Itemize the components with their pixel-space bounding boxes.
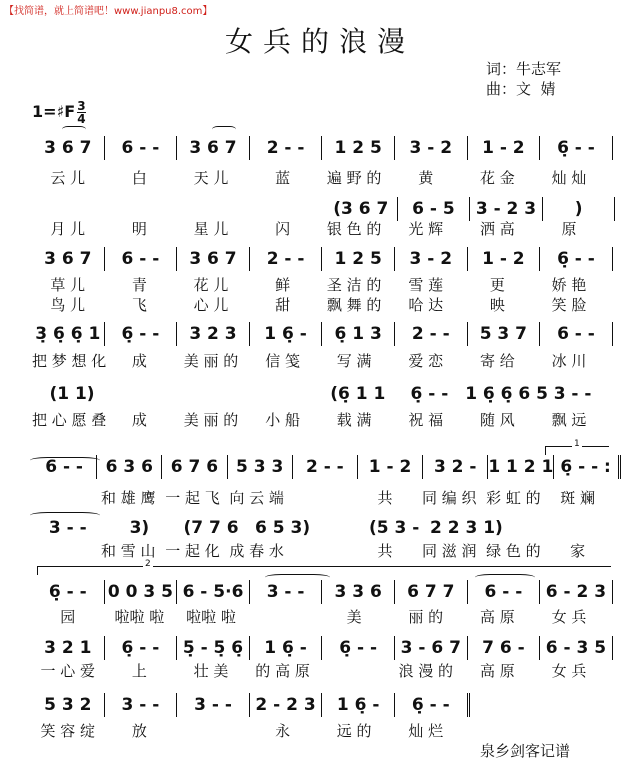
transcriber-credit: 泉乡剑客记谱 [480,742,571,760]
lyric-segment: 和 雪 山 [101,541,156,560]
measure: 3 - 2 3 [470,197,543,221]
composer: 曲：文 婧 [486,80,556,98]
measure: 3 6 7 [32,247,105,271]
measure: 1 2 5 [322,136,395,160]
lyric-segment: 花 金 [479,168,515,187]
measure: (3 6 7 [325,197,398,221]
lyric-segment: 同 编 织 [421,488,477,507]
measure: 1 6̣ 6̣ 6 5 [465,384,549,404]
lyric-segment: 蓝 [275,168,291,187]
measure: 6̣ - - [410,384,449,404]
lyric-segment: 天 儿 [193,168,229,187]
lyric-segment: 一 起 飞 [165,488,220,507]
site-watermark: 【找简谱，就上简谱吧！www.jianpu8.com】 [4,6,213,17]
lyric-segment: 上 [131,661,147,680]
notation-row [32,693,470,717]
measure: 5 3 3 [228,455,293,479]
lyric-segment: 载 满 [336,410,372,429]
lyric-segment: 原 [561,219,577,238]
lyrics-row [32,350,605,370]
lyric-segment: 家 [570,541,586,560]
lyric-segment: 雪 莲 [408,275,444,294]
volta-2-label: 2 [145,559,151,569]
measure: 1 6̣ - [250,636,323,660]
measure: 3 6 7 [177,247,250,271]
lyrics-row [32,274,605,294]
lyric-segment: 把 梦 想 化 [32,351,107,370]
measure: 3 6 7 [32,136,105,160]
measure: 2 - - [293,455,358,479]
lyric-segment: 啦啦 啦 [186,607,236,626]
lyric-segment: 永 [275,721,291,740]
lyric-segment: 小 船 [265,410,300,429]
lyric-segment: 娇 艳 [551,275,587,294]
measure: 6̣ - - : [554,455,621,479]
measure: 1 - 2 [468,247,541,271]
lyrics-row [32,540,610,560]
measure: 2 - - [250,247,323,271]
measure: 1 - 2 [468,136,541,160]
lyric-segment [32,487,96,507]
measure: 6 - 5 [398,197,471,221]
tie [212,126,236,133]
lyric-segment: 斑 斓 [560,488,595,507]
lyric-segment: 和 雄 鹰 [101,488,156,507]
tie [265,574,330,581]
measure [318,516,358,540]
lyric-segment: 祝 福 [408,410,444,429]
lyric-segment: 女 兵 [551,661,587,680]
measure: 0 0 3 5 [105,580,178,604]
lyric-segment: 壮 美 [193,661,229,680]
lyric-segment: 闪 [275,219,291,238]
measure: 3 2 1 [32,636,105,660]
measure: ) [543,197,616,221]
lyric-segment: 灿 烂 [408,721,444,740]
lyric-segment: 啦啦 啦 [114,607,165,626]
measure: 6 - 5·6 [177,580,250,604]
lyric-segment: 成 [131,351,147,370]
lyric-segment: 成 [131,410,147,429]
lyric-segment: 映 [489,295,505,314]
measure: 5 3 2 [32,693,105,717]
lyric-segment: 冰 川 [551,351,587,370]
measure: 6 5 3) [255,518,311,538]
lyrics-row [32,487,610,507]
time-signature [77,100,85,125]
time-sig-denominator: 4 [77,112,86,126]
lyric-segment [318,660,390,680]
lyric-segment: 一 心 爱 [40,661,96,680]
lyric-segment: 的 高 原 [255,661,310,680]
measure: (6̣ 1 1 [330,384,386,404]
measure: 3̣ 6̣ 6̣ 1 [32,322,105,346]
measure: 6 7 6 [162,455,227,479]
lyric-segment [175,720,247,740]
notation-row [32,636,613,660]
measure: 3 - - [48,518,87,538]
measure: 2 - - [250,136,323,160]
measure: 3 - - [553,384,592,404]
lyric-segment: 高 原 [479,607,515,626]
measure: 6 - 3 5 [540,636,613,660]
lyric-segment: 共 [377,541,393,560]
measure: 6 - - [540,322,613,346]
lyric-segment: 写 满 [336,351,372,370]
key-signature [32,100,86,125]
measure: 3 - 6 7 [395,636,468,660]
lyric-segment: 绿 色 的 [486,541,541,560]
lyric-segment: 遍 野 的 [326,168,382,187]
tie [62,126,86,133]
lyrics-row [32,409,605,429]
lyric-segment: 星 儿 [193,219,229,238]
lyric-segment [32,540,96,560]
notation-row [32,382,608,406]
lyric-segment: 美 [346,607,362,626]
measure: 3 - - [250,580,323,604]
lyric-segment: 爱 恋 [408,351,444,370]
lyric-segment: 鸟 儿 [50,295,86,314]
notation-row [32,455,621,479]
lyric-segment: 女 兵 [551,607,587,626]
lyric-segment: 飘 远 [551,410,587,429]
key-label: 1=♯F [32,102,76,121]
measure: 6 - - [468,580,541,604]
lyric-segment: 鲜 [275,275,291,294]
measure: 6̣ - - [540,136,613,160]
lyric-segment: 高 原 [479,661,515,680]
measure: 1 2 5 [322,247,395,271]
measure: 6 - 2 3 [540,580,613,604]
measure: 1 1 2 1 [488,457,554,477]
measure: 1 6̣ - [250,322,323,346]
time-sig-numerator: 3 [77,99,86,113]
measure: 6̣ - - [540,247,613,271]
measure: (5 3 - [369,518,420,538]
measure: 6̣ 1 3 [322,322,395,346]
tie [475,574,535,581]
notation-row [32,322,613,346]
lyrics-row [32,720,462,740]
measure: 2 - 2 3 [250,693,323,717]
measure: 7 6 - [468,636,541,660]
lyric-segment: 青 [131,275,147,294]
lyric-segment: 心 儿 [193,295,229,314]
lyric-segment: 哈 达 [408,295,444,314]
measure: 6̣ - - [322,636,395,660]
lyric-segment: 一 起 化 [165,541,220,560]
song-title: 女兵的浪漫 [224,25,415,58]
lyric-segment: 美 丽 的 [183,410,239,429]
measure: 6 - - [105,136,178,160]
lyric-segment: 同 滋 润 [421,541,477,560]
lyric-segment: 浪 漫 的 [398,661,454,680]
measure: 3 2 - [423,455,488,479]
measure: 3 - 2 [395,247,468,271]
measure: 5̣ - 5̣ 6̣ [177,636,250,660]
lyrics-row [32,167,605,187]
measure: 6 - - [32,455,97,479]
lyric-segment: 圣 洁 的 [326,275,382,294]
measure: 1 6̣ - [322,693,395,717]
lyric-segment: 彩 虹 的 [486,488,541,507]
measure: 3) [129,518,150,538]
measure: 6̣ - - [32,580,105,604]
lyric-segment: 园 [60,607,76,626]
lyric-segment [247,606,319,626]
lyric-segment: 放 [131,721,147,740]
lyric-segment: 远 的 [336,721,372,740]
measure: 6̣ - - [105,636,178,660]
measure: 6 7 7 [395,580,468,604]
lyricist: 词：牛志军 [486,60,562,78]
measure: (1 1) [49,384,95,404]
lyric-segment: 丽 的 [408,607,444,626]
lyrics-row [32,606,605,626]
measure: 6 3 6 [97,455,162,479]
notation-row [32,516,502,540]
lyric-segment: 甜 [275,295,291,314]
lyric-segment: 美 丽 的 [183,351,239,370]
measure: 3 - 2 [395,136,468,160]
measure: (7 7 6 [183,518,239,538]
lyric-segment: 把 心 愿 叠 [32,410,107,429]
measure: 6 - - [105,247,178,271]
tie [30,512,100,519]
measure: 3 3 6 [322,580,395,604]
measure: 3 - - [105,693,178,717]
lyric-segment: 花 儿 [193,275,229,294]
lyric-segment: 明 [131,219,147,238]
lyric-segment: 信 笺 [265,351,300,370]
notation-row [32,247,613,271]
lyric-segment: 白 [131,168,147,187]
notation-row [32,580,613,604]
lyric-segment: 月 儿 [50,219,86,238]
lyric-segment: 草 儿 [50,275,86,294]
lyric-segment: 云 儿 [50,168,86,187]
measure: 6̣ - - [105,322,178,346]
measure: 2 2 3 1) [429,518,503,538]
lyric-segment: 飘 舞 的 [326,295,382,314]
measure: 3 - - [177,693,250,717]
lyric-segment: 更 [489,275,505,294]
measure: 3 2 3 [177,322,250,346]
measure: 1 - 2 [358,455,423,479]
lyric-segment: 随 风 [479,410,515,429]
lyric-segment [289,487,353,507]
lyric-segment: 黄 [418,168,434,187]
lyric-segment [289,540,353,560]
lyric-segment: 成 春 水 [229,541,284,560]
lyric-segment: 灿 灿 [551,168,587,187]
lyrics-row [32,660,605,680]
notation-row [32,136,613,160]
volta-1-label: 1 [574,439,580,449]
lyric-segment: 向 云 端 [229,488,284,507]
lyric-segment: 光 辉 [408,219,444,238]
lyrics-row [32,294,605,314]
measure: 6̣ - - [395,693,470,717]
lyric-segment: 共 [377,488,393,507]
volta-1 [545,439,609,455]
lyrics-row [32,218,605,238]
tie [30,457,100,464]
measure: 2 - - [395,322,468,346]
lyric-segment: 洒 高 [479,219,515,238]
measure: 5 3 7 [468,322,541,346]
lyric-segment: 笑 容 绽 [40,721,96,740]
lyric-segment: 笑 脸 [551,295,587,314]
lyric-segment: 寄 给 [479,351,515,370]
lyric-segment: 银 色 的 [326,219,382,238]
lyric-segment: 飞 [131,295,147,314]
measure: 3 6 7 [177,136,250,160]
